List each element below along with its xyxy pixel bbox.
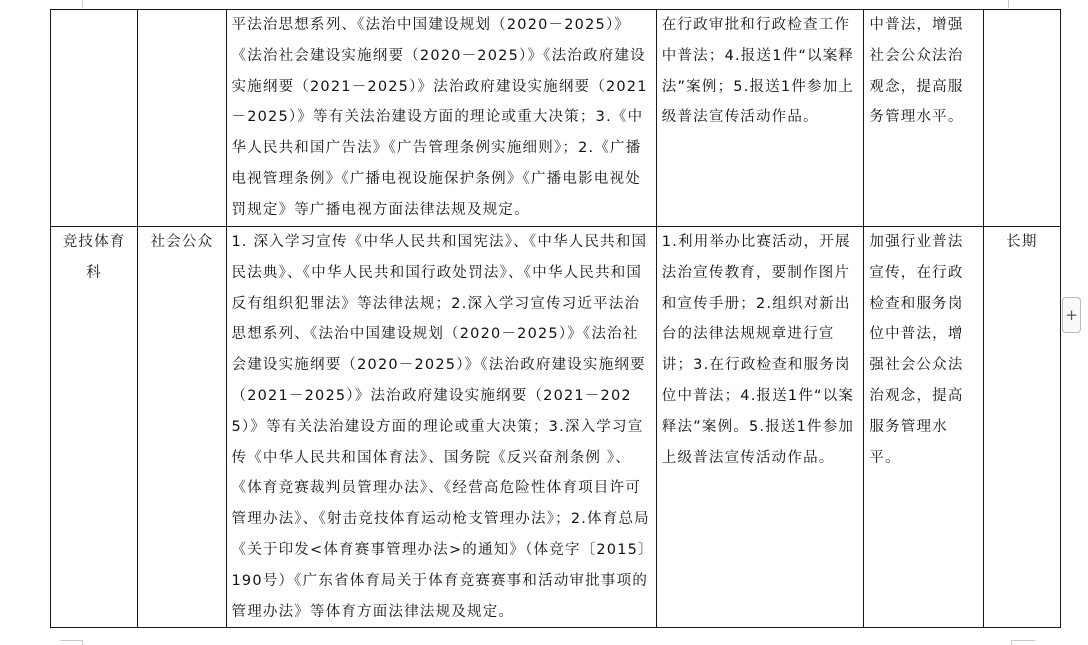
goal-cell: 加强行业普法宣传，在行政检查和服务岗位中普法，增强社会公众法治观念，提高服务管理水平。	[864, 227, 983, 628]
page-corner-mark	[82, 640, 83, 645]
page-corner-mark	[82, 0, 83, 8]
measures-cell: 1.利用举办比赛活动，开展法治宣传教育，要制作图片和宣传手册；2.组织对新出台的法律法规规章进行宣讲；3.在行政检查和服务岗位中普法；4.报送1件“以案释法”案例。5.报送1件参加上级普法宣传活动作品。	[656, 227, 864, 628]
content-cell: 平法治思想系列、《法治中国建设规划（2020－2025）》《法治社会建设实施纲要（2020－2025）》《法治政府建设实施纲要（2021－2025）》法治政府建设实施纲要（2021－2025）》等有关法治建设方面的理论或重大决策；3.《中华人民共和国广告法》《广告管理条例实施细则》；2.《广播电视管理条例》《广播电视设施保护条例》《广播电影电视处罚规定》等广播电视方面法律法规及规定。	[226, 10, 656, 227]
period-cell: 长期	[983, 227, 1060, 628]
period-cell	[983, 10, 1060, 227]
expand-table-button[interactable]: +	[1062, 297, 1081, 333]
page-corner-mark	[60, 640, 82, 641]
department-cell: 竞技体育科	[51, 227, 138, 628]
legal-publicity-table	[50, 9, 1061, 628]
measures-cell: 在行政审批和行政检查工作中普法；4.报送1件“以案释法”案例；5.报送1件参加上级普法宣传活动作品。	[656, 10, 864, 227]
goal-cell: 中普法，增强社会公众法治观念，提高服务管理水平。	[864, 10, 983, 227]
table-row	[51, 227, 1061, 628]
page-corner-mark	[1008, 0, 1009, 8]
page-corner-mark	[1011, 640, 1035, 641]
content-cell: 1. 深入学习宣传《中华人民共和国宪法》、《中华人民共和国民法典》、《中华人民共和国行政处罚法》、《中华人民共和国反有组织犯罪法》等法律法规；2.深入学习宣传习近平法治思想系列、《法治中国建设规划（2020－2025）》《法治社会建设实施纲要（2020－2025）》《法治政府建设实施纲要（2021－2025）》法治政府建设实施纲要（2021－2025）》等有关法治建设方面的理论或重大决策；3.深入学习宣传《中华人民共和国体育法》、国务院《反兴奋剂条例 》、《体育竞赛裁判员管理办法》、《经营高危险性体育项目许可管理办法》、《射击竞技体育运动枪支管理办法》；2.体育总局《关于印发<体育赛事管理办法>的通知》（体竞字〔2015〕190号）《广东省体育局关于体育竞赛赛事和活动审批事项的管理办法》等体育方面法律法规及规定。	[226, 227, 656, 628]
table-row	[51, 10, 1061, 227]
department-cell	[51, 10, 138, 227]
audience-cell: 社会公众	[138, 227, 226, 628]
audience-cell	[138, 10, 226, 227]
page-corner-mark	[1011, 640, 1012, 645]
